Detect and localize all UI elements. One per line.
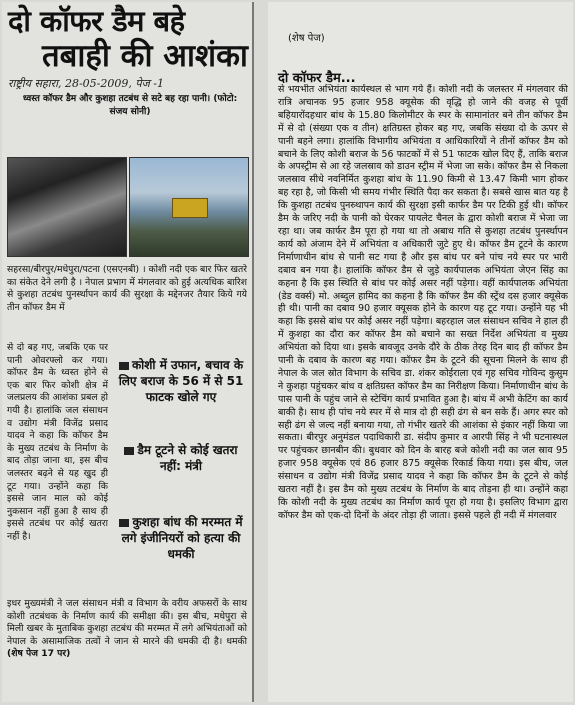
pull-quote-1 xyxy=(114,357,248,405)
bullet-icon xyxy=(124,447,134,455)
bullet-icon xyxy=(119,362,129,370)
lead-paragraph: सहरसा/बीरपुर/मधेपुरा/पटना (एसएनबी) । कोशी नदी एक बार फिर खतरे का संकेत देने लगी है । नेपाल प्रभाग में मंगलवार को हुई अत्यधिक बारिश से कुशहा तटबंध पुनर्स्थापन कार्य की सुरक्षा के मद्देनजर तैयार किये गये तीन कॉफर डैम में xyxy=(7,264,247,313)
headline-line-2: तबाही की आशंका xyxy=(42,38,248,74)
pull-quote-1-text: कोशी में उफान, बचाव के लिए बराज के 56 में से 51 फाटक खोले गए xyxy=(118,358,244,404)
handwritten-note: राष्ट्रीय सहारा, 28-05-2009, पेज -1 xyxy=(8,77,165,90)
pull-quote-2-text: डैम टूटने से कोई खतरा नहीं: मंत्री xyxy=(137,443,238,473)
bullet-icon xyxy=(119,519,129,527)
continuation-body: से भयभीत अभियंता कार्यस्थल से भाग गये हैं। कोशी नदी के जलस्तर में मंगलवार की रात्रि अचानक 95 हजार 958 क्यूसेक की वृद्धि हो जाने की वजह से पूर्वी बहियारोंदहधार बांध के 15.80 किलोमीटर के स्पर के सामानांतर बने तीन कॉफर डैम में से दो (संख्या एक व तीन) क्षतिग्रस्त होकर बह गए, जबकि संख्या दो के ऊपर से पानी बहने लगा। हालांकि विभागीय अभियंता व आधिकारियों ने तीनों कॉफर डैम को बचाने के लिए कोशी बराज के 56 फाटकों में से 51 फाटक खोल दिए हैं, ताकि बराज के अपस्ट्रीम से आ रहे जलस्राव को डाउन स्ट्रीम में भेजा जा सके। कॉफर डैम से निकला जलस्राव सीधे नवनिर्मित कुशहा बांध के 11.90 किमी से 13.47 किमी भाग होकर बह रहा है, जो किसी भी समय गंभीर स्थिति पैदा कर सकता है। सबसे खास बात यह है कि कुशहा तटबंध पुनस्र्थापन कार्य की सुरक्षा इसी कार्फर डैम पर टिकी हुई थी। कॉफर डैम के जरिए नदी के पानी को घेरकर पायलेट चैनल के द्वारा कोशी बराज में भेजा जा रहा था। जब कार्फर डैम पूरा हो गया था तो अबाध गति से कुशहा तटबंध पुनर्स्थापन कार्य को अंजाम देने में अभियंता व अधिकारी जुटे हुए थे। कॉफर डैम टूटने के कारण निर्माणाधीन बांध से पानी सट गया है और इस बांध पर बने पांच नये स्पर पर भारी दबाव बन गया है। हालांकि कॉफर डैम से जुड़े कार्यपालक अभियंता जेएन सिंह का कहना है कि इस स्थिति से बांध पर कोई असर नहीं पड़ेगा। वहीं कार्यपालक अभियंता (डेड वर्क्स) मो. अब्दुल हामिद का कहना है कि कॉफर डैम की स्ट्रेंथ दस हजार क्यूसेक ही थी। पानी का दबाव 90 हजार क्यूसक होने के कारण यह टूट गया। उन्होंने यह भी कहा कि इससे बांध पर कोई असर नहीं पड़ेगा। बहरहाल जल संसाधन सचिव ने हाल ही में कुशहा का दौरा कर कॉफर डैम को बचाने का सख्त निर्देश अभियंता व मुख्य अभियंता को दिया था। इसके बावजूद उनके दौरे के ठीक तेरह दिन बाद ही कॉफर डैम पानी के दबाव के कारण बह गया। कॉफर डैम के टूटने की सूचना मिलने के साथ ही नेपाल के जल स्रोत विभाग के सचिव डा. शंकर कोईराला एवं गृह सचिव गोविन्द कुसुम ने कुशहा पहुंचकर बांध व क्षतिग्रस्त कॉफर डैम का निरीक्षण किया। निर्माणाधीन बांध के पास पानी के पहुंच जाने से स्टेचिंग कार्य प्रभावित हुआ है। बांध में अभी केटिंग का कार्य बाकी है। साथ ही पांच नये स्पर में से मात्र दो ही सही ढंग से बन सके हैं। अगर स्पर को सही ढंग से जल्द नहीं बनाया गया, तो गंभीर खतरे की आशंका से इंकार नहीं किया जा सकता। बीरपुर अनुमंडल पदाधिकारी डा. संदीप कुमार व आरपी सिंह ने भी घटनास्थल पर पहुंचकर छानबीन की। बुधवार को दिन के बारह बजे कोशी नदी का जल स्राव 95 हजार 958 क्यूसेक एवं 86 हजार 875 क्यूसेक रिकार्ड किया गया। इस बीच, जल संसाधन व उद्योग मंत्री विजेंद्र प्रसाद यादव ने कहा कि कॉफर डैम के टूटने से कोई खतरा नहीं है। इस डैम को मुख्य तटबंध के निर्माण के बाद तोड़ना ही था। उन्होंने कहा कि कोशी नदी के मुख्य तटबंध का निर्माण कार्य पूरा हो गया है। इसलिए विभाग द्वारा कॉफर डैम को एक-दो दिनों के अंदर तोड़ा ही जाता। इससे पहले ही नदी में मंगलवार xyxy=(278,84,568,521)
bulldozer-shape xyxy=(172,198,208,218)
bottom-paragraph-text: इधर मुख्यमंत्री ने जल संसाधन मंत्री व विभाग के वरीय अफसरों के साथ कोशी तटबंधक के निर्माण कार्य की समीक्षा की। इस बीच, मधेपुरा से मिली खबर के मुताबिक कुशहा तटबंध की मरम्मत में लगे अभियंताओं को नेपाल के असामाजिक तत्वों ने जान से मारने की धमकी दी है। धमकी xyxy=(7,598,247,647)
right-article xyxy=(268,2,573,702)
page-reference: (शेष पेज) xyxy=(288,33,325,44)
pull-quote-3 xyxy=(114,514,248,562)
continuation-heading: दो कॉफर डैम... xyxy=(278,71,356,86)
pull-quote-3-text: कुशहा बांध की मरम्मत में लगे इंजीनियरों को हत्या की धमकी xyxy=(121,515,243,561)
left-article xyxy=(2,2,254,702)
photo-strip xyxy=(7,157,249,257)
headline-line-1: दो कॉफर डैम बहे xyxy=(8,4,185,38)
lead-paragraph-top xyxy=(7,264,247,314)
lead-paragraph-column xyxy=(7,342,108,594)
continued-notice: (शेष पेज 17 पर) xyxy=(7,648,71,660)
photo-caption: ध्वस्त कॉफर डैम और कुशहा तटबंध से सटे बह रहा पानी। (फोटो: संजय सोनी) xyxy=(22,94,238,117)
lead-paragraph-continued: से दो बह गए, जबकि एक पर पानी ओवरफ्लो कर गया। कॉफर डैम के ध्वस्त होने से एक बार फिर कोशी क्षेत्र में जलप्रलय की आशंका प्रबल हो गयी है। हालांकि जल संसाधन व उद्योग मंत्री विजेंद्र प्रसाद यादव ने कहा कि कॉफर डैम के मुख्य तटबंध के निर्माण के बाद तोड़ा जाना था, इस बीच जलस्तर बढ़ने से यह खुद ही टूट गया। उन्होंने कहा कि इससे जान माल को कोई नुकसान नहीं हुआ है साथ ही इससे तटबंध पर कोई खतरा नहीं है। xyxy=(7,342,108,542)
bottom-paragraph xyxy=(7,598,247,661)
pull-quote-2 xyxy=(114,442,248,474)
bulldozer-photo xyxy=(129,157,249,257)
breached-dam-photo xyxy=(7,157,127,257)
